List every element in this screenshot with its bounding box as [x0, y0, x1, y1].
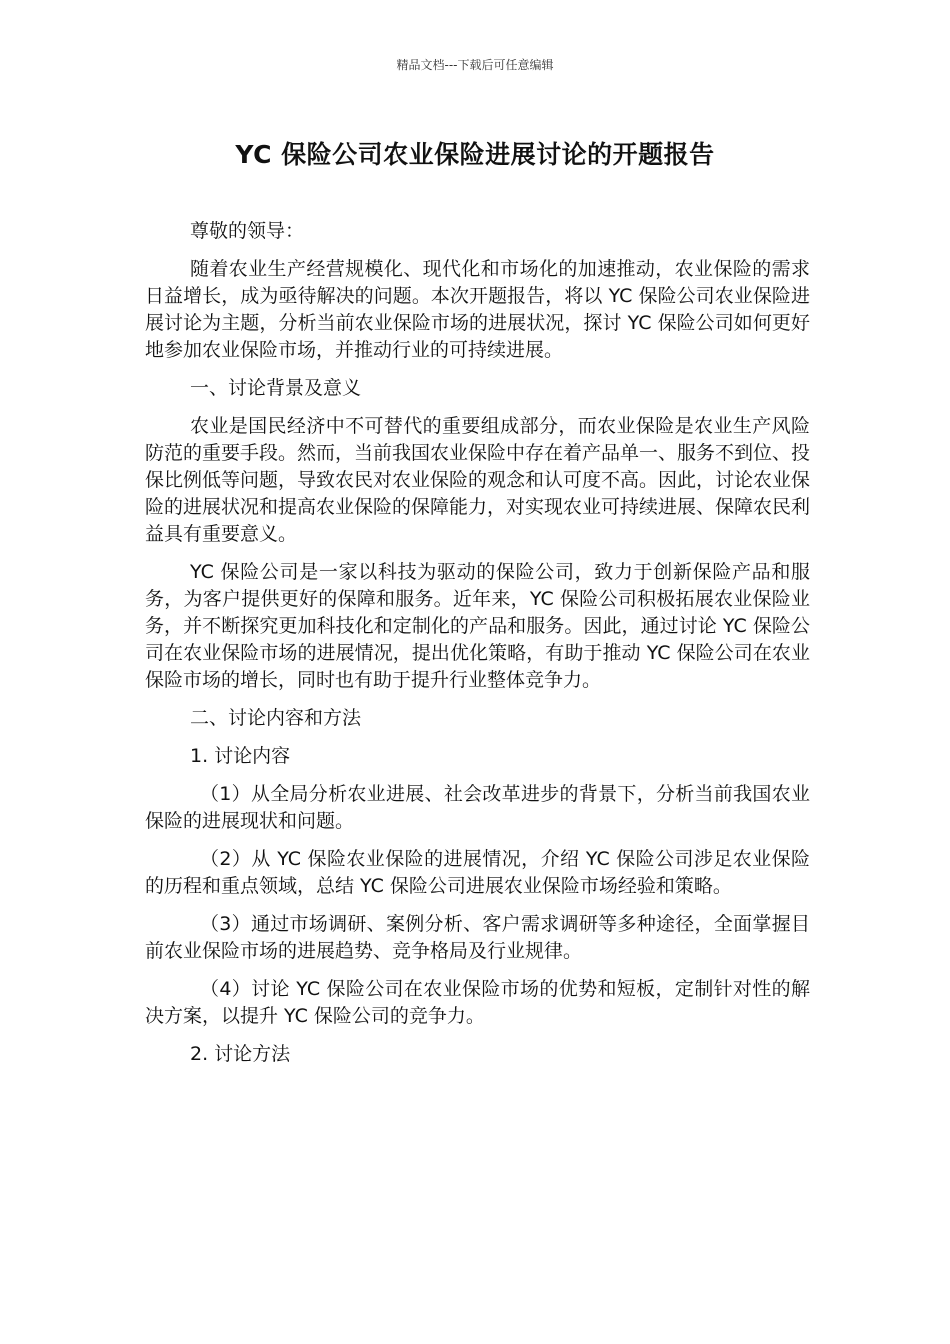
content-item-3: （3）通过市场调研、案例分析、客户需求调研等多种途径，全面掌握目前农业保险市场的进展趋势、竞争格局及行业规律。 — [145, 913, 810, 962]
company-paragraph: YC 保险公司是一家以科技为驱动的保险公司，致力于创新保险产品和服务，为客户提供更好的保障和服务。近年来，YC 保险公司积极拓展农业保险业务，并不断探究更加科技化和定制化的产品和服务。因此，通过讨论 YC 保险公司在农业保险市场的进展情况，提出优化策略，有助于推动 YC 保险公司在农业保险市场的增长，同时也有助于提升行业整体竞争力。 — [145, 561, 810, 691]
document-title: YC 保险公司农业保险进展讨论的开题报告 — [235, 140, 715, 169]
salutation: 尊敬的领导： — [190, 220, 305, 242]
section-heading-1: 一、讨论背景及意义 — [190, 377, 362, 399]
subheading-content: 1. 讨论内容 — [190, 745, 291, 767]
content-item-1: （1）从全局分析农业进展、社会改革进步的背景下，分析当前我国农业保险的进展现状和问题。 — [145, 783, 810, 832]
content-item-4: （4）讨论 YC 保险公司在农业保险市场的优势和短板，定制针对性的解决方案，以提升 YC 保险公司的竞争力。 — [145, 978, 810, 1027]
intro-paragraph: 随着农业生产经营规模化、现代化和市场化的加速推动，农业保险的需求日益增长，成为亟待解决的问题。本次开题报告，将以 YC 保险公司农业保险进展讨论为主题，分析当前农业保险市场的进展状况，探讨 YC 保险公司如何更好地参加农业保险市场，并推动行业的可持续进展。 — [145, 258, 810, 361]
document-body — [145, 218, 810, 1079]
content-item-2: （2）从 YC 保险农业保险的进展情况，介绍 YC 保险公司涉足农业保险的历程和重点领域，总结 YC 保险公司进展农业保险市场经验和策略。 — [145, 848, 810, 897]
subheading-method: 2. 讨论方法 — [190, 1043, 291, 1065]
background-paragraph: 农业是国民经济中不可替代的重要组成部分，而农业保险是农业生产风险防范的重要手段。然而，当前我国农业保险中存在着产品单一、服务不到位、投保比例低等问题，导致农民对农业保险的观念和认可度不高。因此，讨论农业保险的进展状况和提高农业保险的保障能力，对实现农业可持续进展、保障农民利益具有重要意义。 — [145, 415, 811, 545]
page-header: 精品文档---下载后可任意编辑 — [396, 58, 554, 72]
section-heading-2: 二、讨论内容和方法 — [190, 707, 362, 729]
